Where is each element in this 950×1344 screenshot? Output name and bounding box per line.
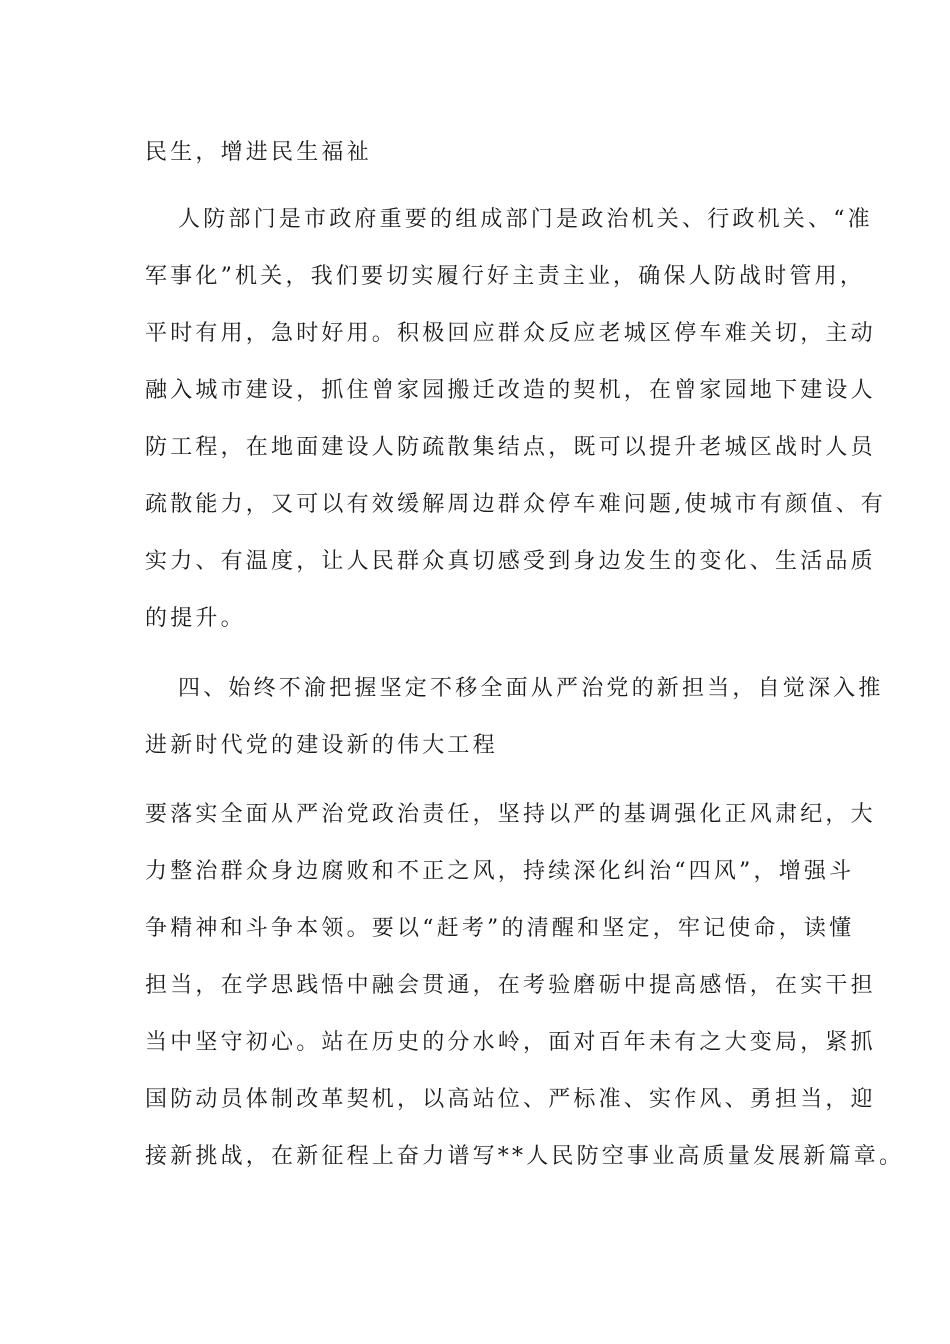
paragraph-line: 民生，增进民生福祉 [145, 140, 372, 165]
paragraph-line: 当中坚守初心。站在历史的分水岭，面对百年未有之大变局，紧抓 [145, 1030, 876, 1055]
section-heading-line: 进新时代党的建设新的伟大工程 [145, 733, 498, 758]
paragraph-line: 要落实全面从严治党政治责任，坚持以严的基调强化正风肃纪，大 [145, 802, 876, 827]
paragraph-line: 军事化”机关，我们要切实履行好主责主业，确保人防战时管用， [145, 264, 866, 289]
paragraph-line: 平时有用，急时好用。积极回应群众反应老城区停车难关切，主动 [145, 321, 876, 346]
paragraph-line: 疏散能力，又可以有效缓解周边群众停车难问题,使城市有颜值、有 [145, 492, 886, 517]
paragraph-line: 防工程，在地面建设人防疏散集结点，既可以提升老城区战时人员 [145, 435, 876, 460]
paragraph-line: 国防动员体制改革契机，以高站位、严标准、实作风、勇担当，迎 [145, 1087, 876, 1112]
paragraph-line: 接新挑战，在新征程上奋力谱写**人民防空事业高质量发展新篇章。 [145, 1144, 905, 1169]
paragraph-line: 的提升。 [145, 606, 246, 631]
paragraph-line: 实力、有温度，让人民群众真切感受到身边发生的变化、生活品质 [145, 549, 876, 574]
paragraph-line: 力整治群众身边腐败和不正之风，持续深化纠治“四风”，增强斗 [145, 859, 855, 884]
paragraph-line: 融入城市建设，抓住曾家园搬迁改造的契机，在曾家园地下建设人 [145, 378, 876, 403]
section-heading-line: 四、始终不渝把握坚定不移全面从严治党的新担当，自觉深入推 [178, 676, 884, 701]
paragraph-line: 人防部门是市政府重要的组成部门是政治机关、行政机关、“准 [178, 207, 873, 232]
paragraph-line: 担当，在学思践悟中融会贯通，在考验磨砺中提高感悟，在实干担 [145, 973, 876, 998]
paragraph-line: 争精神和斗争本领。要以“赶考”的清醒和坚定，牢记使命，读懂 [145, 916, 855, 941]
